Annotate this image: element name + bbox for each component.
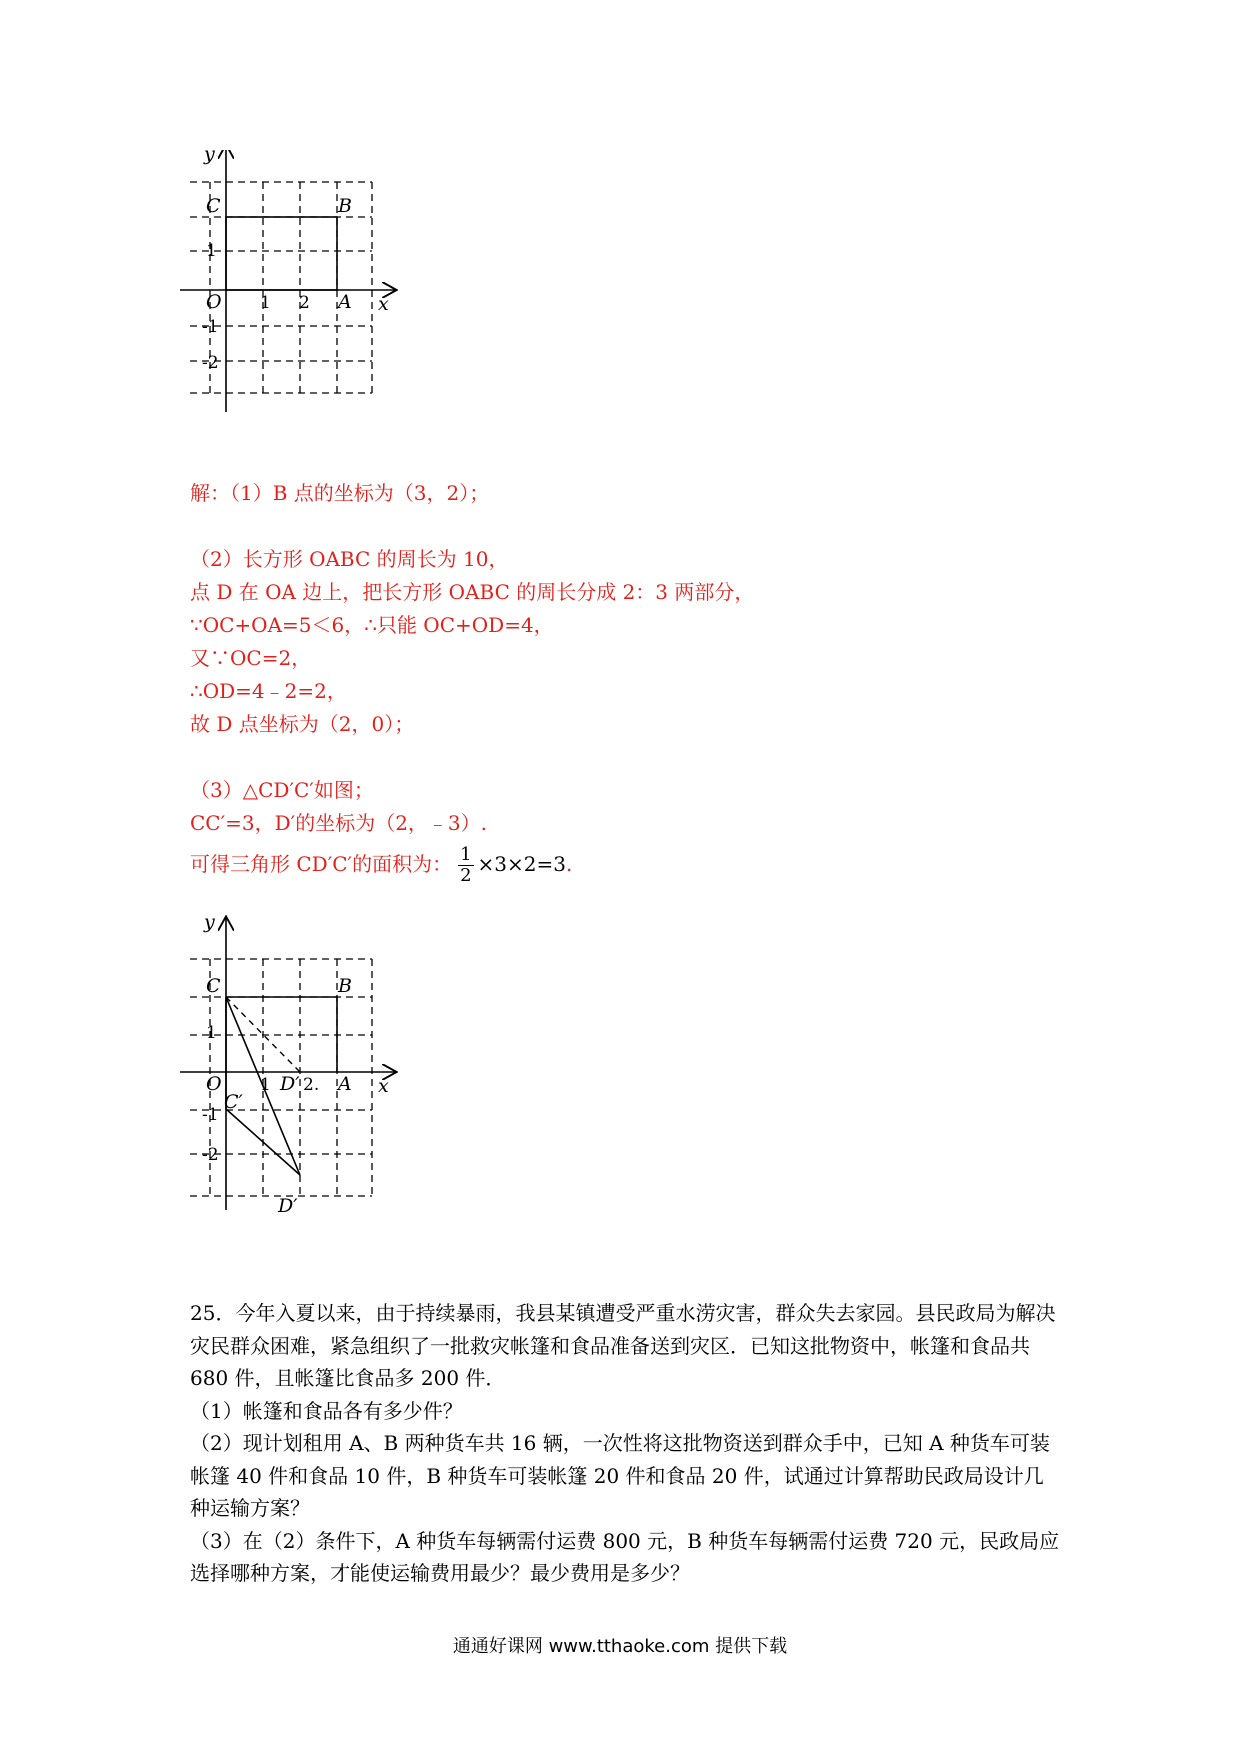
sub-question-3: （3）在（2）条件下，A 种货车每辆需付运费 800 元，B 种货车每辆需付运费 720 元，民政局应选择哪种方案，才能使运输费用最少？最少费用是多少？ <box>190 1528 1060 1585</box>
fraction-numerator: 1 <box>460 844 472 865</box>
fraction-one-half <box>458 845 473 886</box>
x-tick-2: 2 <box>299 293 310 313</box>
y-tick-neg1: -1 <box>202 317 219 337</box>
y-axis-label: y <box>204 150 215 165</box>
label-o: O <box>206 1073 222 1095</box>
area-prefix: 可得三角形 CD′C′的面积为： <box>190 852 453 876</box>
question-stem: 25．今年入夏以来，由于持续暴雨，我县某镇遭受严重水涝灾害，群众失去家园。县民政局为解决灾民群众困难，紧急组织了一批救灾帐篷和食品准备送到灾区．已知这批物资中，帐篷和食品共 680 件，且帐篷比食品多 200 件． <box>190 1301 1056 1390</box>
area-expression: ×3×2=3 <box>477 852 566 876</box>
solution-part3-block <box>190 774 487 840</box>
expression-period: . <box>566 852 573 876</box>
coordinate-figure-2 <box>180 908 450 1238</box>
x-tick-2: 2. <box>303 1075 320 1095</box>
solution-line: ∵OC+OA=5＜6，∴只能 OC+OD=4， <box>190 613 554 637</box>
solution-line: （2）长方形 OABC 的周长为 10， <box>190 547 509 571</box>
y-tick-neg2: -2 <box>202 353 219 373</box>
x-tick-1: 1 <box>260 293 271 313</box>
y-axis-label: y <box>204 911 215 933</box>
figure-2-svg <box>180 908 450 1238</box>
label-b: B <box>338 195 352 217</box>
sub-question-2: （2）现计划租用 A、B 两种货车共 16 辆，一次性将这批物资送到群众手中，已知 A 种货车可装帐篷 40 件和食品 10 件，B 种货车可装帐篷 20 件和食品 20 件，试通过计算帮助民政局设计几种运输方案？ <box>190 1431 1050 1520</box>
solution-line: （3）△CD′C′如图； <box>190 778 374 802</box>
solution-line: 又∵OC=2， <box>190 646 312 670</box>
solution-area-line <box>190 842 572 886</box>
question-25 <box>190 1297 1060 1590</box>
figure-1-svg <box>180 150 450 470</box>
label-d: D′ <box>280 1073 300 1095</box>
y-tick-neg1: -1 <box>202 1105 219 1125</box>
coordinate-figure-1 <box>180 150 450 470</box>
page-footer: 通通好课网 www.tthaoke.com 提供下载 <box>452 1636 788 1657</box>
y-tick-1: 1 <box>206 1023 217 1043</box>
label-a: A <box>338 291 352 313</box>
solution-line: ∴OD=4﹣2=2， <box>190 679 347 703</box>
label-o: O <box>206 291 222 313</box>
x-axis-label: x <box>378 1075 389 1097</box>
label-c: C <box>206 195 221 217</box>
y-tick-neg2: -2 <box>202 1145 219 1165</box>
label-c-prime: C′ <box>224 1091 243 1113</box>
solution-line: 点 D 在 OA 边上，把长方形 OABC 的周长分成 2：3 两部分， <box>190 580 755 604</box>
label-b: B <box>338 975 352 997</box>
label-d-prime: D′ <box>278 1195 298 1217</box>
solution-line: 故 D 点坐标为（2，0）； <box>190 712 415 736</box>
solution-line: CC′=3，D′的坐标为（2，﹣3）. <box>190 811 488 835</box>
x-axis-label: x <box>378 293 389 315</box>
x-tick-1: 1 <box>260 1075 271 1095</box>
solution-part1: 解：（1）B 点的坐标为（3，2）； <box>190 481 490 505</box>
y-tick-1: 1 <box>206 241 217 261</box>
solution-part2-block <box>190 543 754 741</box>
fraction-denominator: 2 <box>460 865 472 886</box>
rectangle-oabc <box>226 217 337 290</box>
label-c: C <box>206 975 221 997</box>
solution-block <box>190 477 489 510</box>
label-a: A <box>338 1073 352 1095</box>
sub-question-1: （1）帐篷和食品各有多少件？ <box>190 1398 463 1423</box>
